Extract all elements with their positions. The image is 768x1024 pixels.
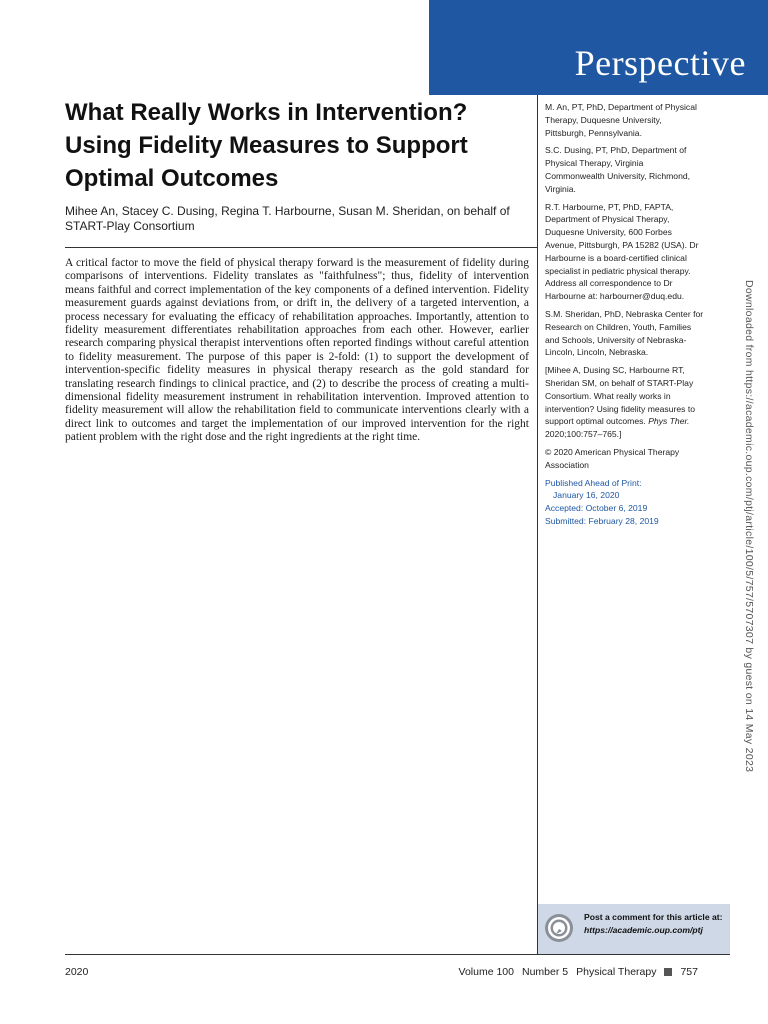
section-label: Perspective — [574, 43, 746, 83]
affiliation-sheridan: S.M. Sheridan, PhD, Nebraska Center for Research on Children, Youth, Families and Schools, University of Nebraska-Lincoln, Lincoln, Nebraska. — [545, 308, 704, 358]
copyright: © 2020 American Physical Therapy Association — [545, 446, 680, 470]
comment-label: Post a comment for this article at: — [584, 912, 723, 922]
published-label: Published Ahead of Print: — [545, 477, 642, 488]
square-icon — [664, 968, 672, 976]
comment-box[interactable] — [538, 904, 730, 954]
affiliation-an: M. An, PT, PhD, Department of Physical Therapy, Duquesne University, Pittsburgh, Pennsylvania. — [545, 102, 697, 138]
section-banner — [429, 0, 768, 95]
download-watermark: Downloaded from https://academic.oup.com/ptj/article/100/5/757/5707307 by guest on 14 May 2023 — [743, 280, 755, 773]
citation — [545, 364, 705, 441]
accepted-date: Accepted: October 6, 2019 — [545, 503, 648, 514]
footer-journal: Physical Therapy — [576, 966, 657, 978]
comment-text — [584, 911, 724, 936]
sidebar — [545, 101, 705, 528]
article-title: What Really Works in Intervention? Using Fidelity Measures to Support Optimal Outcomes — [65, 99, 468, 192]
title-divider — [65, 247, 537, 248]
footer-info — [459, 966, 698, 978]
publication-dates — [545, 477, 705, 528]
footer-number: Number 5 — [522, 966, 569, 978]
footer-year: 2020 — [65, 966, 89, 978]
affiliation-dusing: S.C. Dusing, PT, PhD, Department of Physical Therapy, Virginia Commonwealth University, Richmond, Virginia. — [545, 145, 691, 194]
footer-page: 757 — [680, 966, 698, 978]
citation-main: [Mihee A, Dusing SC, Harbourne RT, Sheridan SM, on behalf of START-Play Consortium. What really works in intervention? Using fidelity measures to support optimal outcomes. — [545, 365, 695, 427]
comment-icon — [544, 913, 574, 943]
footer-divider — [65, 954, 730, 955]
published-date: January 16, 2020 — [553, 490, 620, 501]
abstract-text: A critical factor to move the field of physical therapy forward is the measurement of fidelity during comparisons of interventions. Fidelity translates as "faithfulness"; thus, fidelity of intervention means faithful and correct implementation of the key components of a defined intervention. Fidelity measurement guards against deviations from, or drift in, the delivery of a targeted intervention, a process necessary for evaluating the efficacy of rehabilitation approaches. Importantly, attention to fidelity measurement differentiates rehabilitation approaches from each other. However, earlier research comparing physical therapist interventions often reported findings without careful attention to fidelity measurement. The purpose of this paper is 2-fold: (1) to support the development of intervention-specific fidelity measures in physical therapy research as the gold standard for translating research findings to clinical practice, and (2) to describe the process of creating a multi-dimensional fidelity measurement instrument in rehabilitation intervention. Improved attention to fidelity measurement will allow the rehabilitation field to communicate interventions clearly with a direct link to outcomes and target the implementation of our improved intervention for the right patient problem with the right dose and the right ingredients at the right time. — [65, 257, 529, 444]
affiliation-harbourne: R.T. Harbourne, PT, PhD, FAPTA, Department of Physical Therapy, Duquesne University, 600 Forbes Avenue, Pittsburgh, PA 15282 (USA). Dr Harbourne is a board-certified clinical specialist in pediatric physical therapy. Address all correspondence to Dr Harbourne at: harbourner@duq.edu. — [545, 201, 699, 302]
citation-journal: Phys Ther. — [648, 416, 690, 427]
submitted-date: Submitted: February 28, 2019 — [545, 515, 659, 526]
citation-end: 2020;100:757–765.] — [545, 429, 622, 440]
footer-volume: Volume 100 — [458, 966, 514, 978]
comment-link[interactable]: https://academic.oup.com/ptj — [584, 924, 703, 935]
author-list: Mihee An, Stacey C. Dusing, Regina T. Harbourne, Susan M. Sheridan, on behalf of START-Play Consortium — [65, 204, 510, 233]
column-divider — [537, 95, 538, 955]
